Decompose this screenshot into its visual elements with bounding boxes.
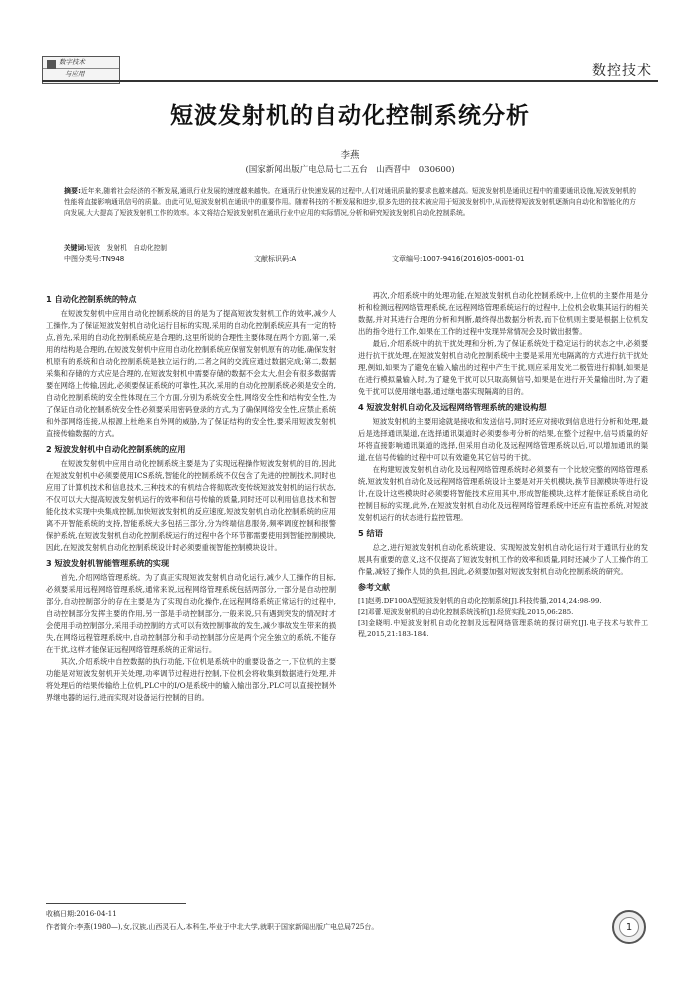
logo-mark [47,60,56,69]
left-column [46,290,336,704]
reference-item: [3]金晓明.中短波发射机自动化控制及远程网络管理系统的探讨研究[J].电子技术与软件工程,2015,21:183-184. [358,619,648,638]
section-1-paragraph: 在短波发射机中应用自动化控制系统的目的是为了提高短波发射机工作的效率,减少人工操作,为了保证短波发射机自动化运行目标的实现,采用的自动化控制系统应具有一定的特点,首先,采用的自动化控制系统应是合理的,这里所说的合理性主要体现在两个方面,第一,采用的结构是合理的,在短波发射机中应用自动化控制系统应保留发射机原有的功能,确保发射机原有的系统和自动化控制系统是独立运行的,二者之间的交流应通过数据完成;第二,数据采集和存储的方式应是合理的,在短波发射机中需要存储的数据不会太大,但会有很多数据需要在网络上传输,因此,必须要保证系统的可靠性,其次,采用的自动化控制系统必须是安全的,自动化控制系统的安全性体现在三个方面,分别为系统安全性,网络安全性和结构安全性,为了保证自动化控制系统安全性必须要采用密码登录的方式,为了确保网络安全性,应禁止系统和外部网络连接,从根源上杜绝来自外网的威胁,为了保证结构的安全性,要采用短波发射机直接传输数据的方式。 [46,309,336,438]
section-3-paragraph-2: 其次,介绍系统中自控数据的执行功能,下位机是系统中的重要设备之一,下位机的主要功能是对短波发射机开关处理,功率调节过程进行控制,下位机会将收集到数据进行处理,并将处理后的结果传输给上位机,PLC中的I/O是系统中的输入输出部分,PLC可以直接控制外界继电器的运行,进而实现对设备运行控制的目的。 [46,657,336,702]
affiliation: (国家新闻出版广电总局七二五台 山西晋中 030600) [245,165,455,175]
section-3-heading: 3 短波发射机智能管理系统的实现 [46,558,170,568]
section-1-heading: 1 自动化控制系统的特点 [46,294,137,304]
section-2-heading: 2 短波发射机中自动化控制系统的应用 [46,444,186,454]
section-4-heading: 4 短波发射机自动化及远程网络管理系统的建设构想 [358,402,547,412]
section-label: 数控技术 [592,63,652,79]
keywords-text: 短波 发射机 自动化控制 [86,244,167,252]
footnote-rule [46,903,186,904]
received-date: 收稿日期:2016-04-11 [46,910,117,918]
logo-line1: 数字技术 [59,58,85,66]
author: 李燕 [340,150,360,161]
section-3-paragraph-3: 再次,介绍系统中的处理功能,在短波发射机自动化控制系统中,上位机的主要作用是分析和检测远程网络管理系统,在远程网络管理系统运行的过程中,上位机会收集其运行的相关数据,并对其进行合理的分析和判断,最终得出数据分析表,而下位机则主要是根据上位机发出的指令进行工作,如果在工作的过程中发现异常情况会及时做出报警。 [358,291,648,336]
page-badge [612,910,646,944]
article-number: 文章编号:1007-9416(2016)05-0001-01 [392,255,525,263]
keywords-label: 关键词: [64,244,87,252]
author-bio: 作者简介:李燕(1980—),女,汉族,山西灵石人,本科生,毕业于中北大学,就职于国家新闻出版广电总局725台。 [46,923,379,931]
section-5-heading: 5 结语 [358,528,383,538]
reference-item: [1]赵勇.DF100A型短波发射机的自动化控制系统[J].科技传播,2014,24:98-99. [358,597,602,605]
reference-item: [2]邓蕾.短波发射机的自动化控制系统浅析[J].经贸实践,2015,06:285. [358,608,574,616]
section-4-paragraph-1: 短波发射机的主要用途就是接收和发送信号,同时还应对接收到信息进行分析和处理,最后是选择通讯渠道,在选择通讯渠道时必须要参考分析的结果,在整个过程中,信号质量的好坏将直接影响通讯渠道的选择,但采用自动化及远程网络管理系统以后,可以增加通讯的渠道,在信号传输的过程中可以有效避免其它信号的干扰。 [358,417,648,462]
logo-line2: 与应用 [43,68,119,80]
right-column [358,290,648,640]
section-4-paragraph-2: 在构建短波发射机自动化及远程网络管理系统时必须要有一个比较完整的网络管理系统,短波发射机自动化及远程网络管理系统设计主要是对开关机模块,换节目源模块等进行设计,在设计这些模块时必须要将智能技术应用其中,形成智能模块,这样才能保证系统自动化控制目标的实现,此外,在短波发射机自动化及远程网络管理系统中还应有监控系统,对短波发射机运行的状态进行监控管理。 [358,465,648,522]
keywords [64,242,636,252]
article-title: 短波发射机的自动化控制系统分析 [170,103,530,129]
doc-code: 文献标识码:A [254,255,297,263]
section-3-paragraph-1: 首先,介绍网络管理系统。为了真正实现短波发射机自动化运行,减少人工操作的目标,必须要采用远程网络管理系统,通常来说,远程网络管理系统包括两部分,一部分是自动控制部分,自动控制部分的存在主要是为了实现自动化操作,在远程网络系统正常运行的过程中,自动控制部分发挥主要的作用,另一部是手动控制部分,一般来说,只有遇到突发的情况时才会使用手动控制部分,采用手动控制的方式可以有效控制事故的发生,减少事故发生带来的损失,在网络远程管理系统中,自动控制部分和手动控制部分应是两个完全独立的系统,不能存在干扰,这样才能保证远程网络管理系统的正常运行。 [46,573,336,654]
section-5-paragraph: 总之,进行短波发射机自动化系统建设、实现短波发射机自动化运行对于通讯行业的发展具有重要的意义,这不仅提高了短波发射机工作的效率和质量,同时还减少了人工操作的工作量,减轻了操作人员的负担,因此,必须要加强对短波发射机自动化控制系统的研究。 [358,543,648,576]
clc-number: 中图分类号:TN948 [64,255,125,263]
section-2-paragraph: 在短波发射机中应用自动化控制系统主要是为了实现远程操作短波发射机的目的,因此在短波发射机中必须要使用ICS系统,智能化的控制系统不仅包含了先进的控制技术,同时也应用了计算机技术和信息技术,三种技术的有机结合将彻底改变传统短波发射机的运行状态,不仅可以大大提高短波发射机运行的效率和信号传输的质量,同时还可以利用信息技术和智能化技术实现中央集成控制,加快短波发射机的反应速度,短波发射机自动化控制系统的应用离不开智能系统的支持,智能系统大多包括三部分,分为终端信息服务,频率调度控制和报警保护系统,在短波发射机自动化控制系统运行的过程中各个环节都需要使用到智能控制模块,因此,在短波发射机自动化控制系统设计时必须要重视智能控制模块设计。 [46,459,336,552]
abstract-text: 近年来,随着社会经济的不断发展,通讯行业发展的速度越来越快。在通讯行业快速发展的过程中,人们对通讯质量的要求也越来越高。短波发射机是通讯过程中的重要通讯设施,短波发射机的性能将直接影响通讯信号的质量。由此可见,短波发射机在通讯中的重要作用。随着科技的不断发展和进步,很多先进的技术被应用于短波发射机中,从而使得短波发射机逐渐向自动化和智能化的方向发展,大大提高了短波发射机工作的效率。本文将结合短波发射机在通讯行业中应用的实际情况,分析和研究短波发射机自动化控制系统。 [64,187,636,217]
header-rule [42,80,658,82]
abstract [64,186,636,219]
abstract-label: 摘要: [64,187,81,195]
page-number: 1 [619,917,639,937]
references-heading: 参考文献 [358,583,390,592]
section-3-paragraph-4: 最后,介绍系统中的抗干扰处理和分析,为了保证系统处于稳定运行的状态之中,必须要进行抗干扰处理,在短波发射机自动化控制系统中主要是采用光电隔离的方式进行抗干扰处理,例如,如果为了避免在输入输出的过程中产生干扰,则应采用发光二极管进行抑制,如果是在进行模拟量输入时,为了避免干扰可以只取高频信号,如果是在进行开关量输出时,为了避免干扰可以使用继电器,通过继电器实现隔离的目的。 [358,339,648,396]
